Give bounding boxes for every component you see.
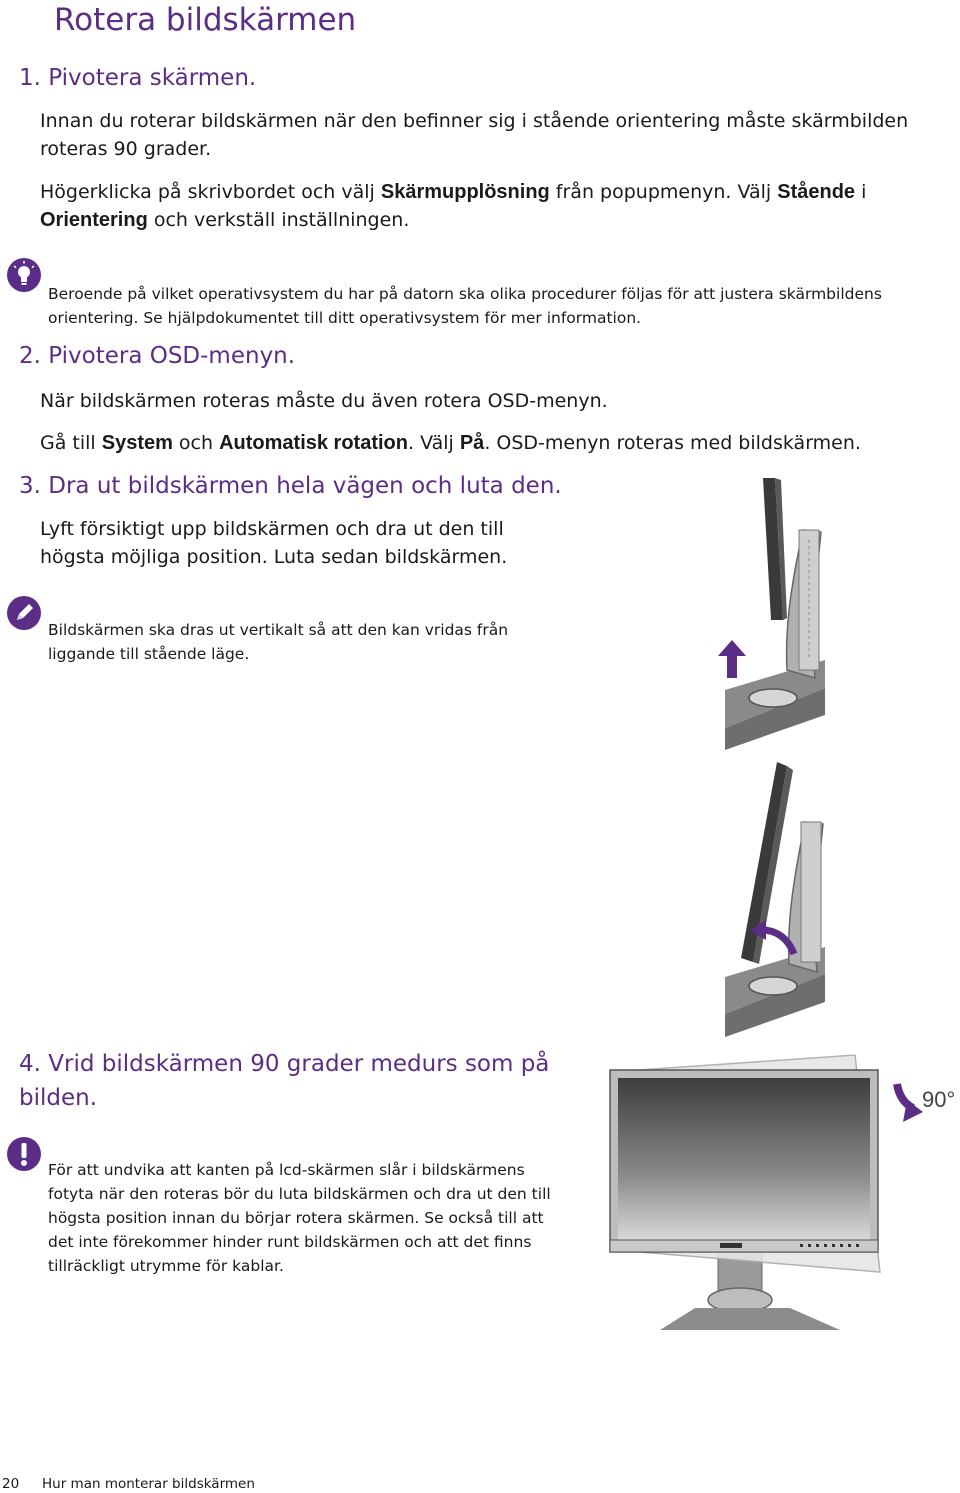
rotate-clockwise-icon: [893, 1082, 925, 1126]
monitor-tilted-illustration: [715, 752, 855, 1042]
step-1-intro: Innan du roterar bildskärmen när den befinner sig i stående orientering måste skärmbilden roteras 90 grader.: [40, 110, 909, 160]
step-3-instruction: Lyft försiktigt upp bildskärmen och dra ut den till högsta möjliga position. Luta sedan bildskärmen.: [40, 518, 508, 568]
step-3-note: Bildskärmen ska dras ut vertikalt så att den kan vridas från liggande till stående läge.: [48, 621, 509, 663]
exclamation-icon: [7, 1137, 41, 1171]
page-number: 20: [2, 1476, 20, 1492]
term-automatisk-rotation: Automatisk rotation: [219, 432, 408, 454]
footer-section-title: Hur man monterar bildskärmen: [42, 1476, 255, 1492]
step-1-heading: 1. Pivotera skärmen.: [19, 65, 257, 91]
step-2-intro: När bildskärmen roteras måste du även rotera OSD-menyn.: [40, 390, 608, 412]
arrow-up-icon: [718, 640, 746, 678]
lightbulb-icon: [7, 258, 41, 292]
curved-arrow-icon: [748, 918, 798, 958]
term-staende: Stående: [777, 181, 856, 203]
step-3-heading: 3. Dra ut bildskärmen hela vägen och luta den.: [19, 473, 562, 499]
term-system: System: [101, 432, 173, 454]
term-orientering: Orientering: [40, 209, 148, 231]
pencil-icon: [7, 596, 41, 630]
monitor-rotating-illustration: [600, 1050, 890, 1330]
step-2-heading: 2. Pivotera OSD-menyn.: [19, 343, 296, 369]
step-2-instruction: Gå till System och Automatisk rotation. Välj På. OSD-menyn roteras med bildskärmen.: [40, 432, 861, 454]
term-skarmupplosning: Skärmupplösning: [380, 181, 550, 203]
term-pa: På: [459, 432, 485, 454]
step-4-warning: För att undvika att kanten på lcd-skärmen slår i bildskärmens fotyta när den roteras bör du luta bildskärmen och dra ut den till högsta position innan du börjar rotera skärmen. Se också till att det inte förekommer hinder runt bildskärmen och att det finns tillräckligt utrymme för kablar.: [48, 1161, 551, 1275]
step-4-heading: 4. Vrid bildskärmen 90 grader medurs som på bilden.: [19, 1051, 550, 1111]
step-1-tip: Beroende på vilket operativsystem du har på datorn ska olika procedurer följas för att justera skärmbildens orientering. Se hjälpdokumentet till ditt operativsystem för mer information.: [48, 285, 882, 327]
step-1-instruction: Högerklicka på skrivbordet och välj Skärmupplösning från popupmenyn. Välj Stående i Orientering och verkställ inställningen.: [40, 181, 867, 231]
rotation-degree-label: 90°: [922, 1087, 956, 1112]
page-title: Rotera bildskärmen: [54, 2, 357, 38]
monitor-lifted-illustration: [715, 470, 855, 750]
